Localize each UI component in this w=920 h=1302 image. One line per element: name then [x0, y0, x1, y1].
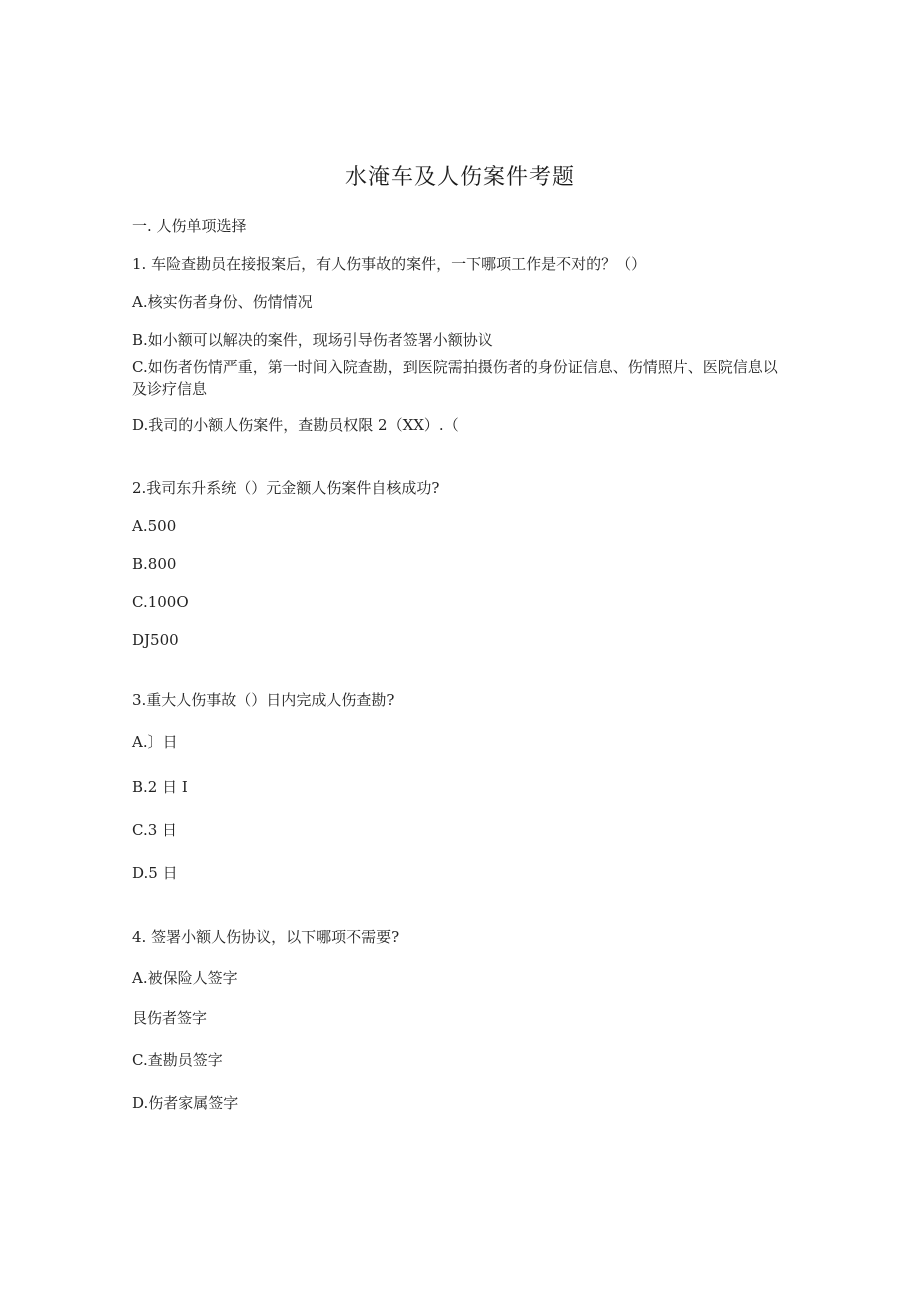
question-1-option-b: B.如小额可以解决的案件，现场引导伤者签署小额协议	[132, 331, 493, 349]
question-4-option-a: A.被保险人签字	[132, 969, 238, 987]
question-3-option-a: A.〕日	[132, 733, 178, 751]
question-1-option-c: C.如伤者伤情严重，第一时间入院查勘，到医院需拍摄伤者的身份证信息、伤情照片、医院信息以及诊疗信息	[132, 358, 778, 398]
question-4-option-d: D.伤者家属签字	[132, 1094, 239, 1112]
question-3-option-d: D.5 日	[132, 864, 178, 882]
question-1-option-d: D.我司的小额人伤案件，查勘员权限 2（XX）.（	[132, 416, 459, 434]
question-2-option-b: B.800	[132, 555, 177, 573]
question-4-option-b: 艮伤者签字	[132, 1009, 208, 1027]
question-4-stem: 4. 签署小额人伤协议，以下哪项不需要?	[132, 928, 400, 946]
section-heading: 一. 人伤单项选择	[132, 217, 247, 235]
question-3-option-b: B.2 日 I	[132, 778, 188, 796]
question-2-option-a: A.500	[132, 517, 177, 535]
question-2-option-d: DJ500	[132, 631, 179, 649]
question-2-option-c: C.100O	[132, 593, 189, 611]
question-3-option-c: C.3 日	[132, 821, 178, 839]
question-3-stem: 3.重大人伤事故（）日内完成人伤查勘?	[132, 691, 395, 709]
question-1-stem: 1. 车险查勘员在接报案后，有人伤事故的案件，一下哪项工作是不对的？（）	[132, 255, 647, 273]
question-1-option-a: A.核实伤者身份、伤情情况	[132, 293, 313, 311]
question-2-stem: 2.我司东升系统（）元金额人伤案件自核成功?	[132, 479, 440, 497]
page-title: 水淹车及人伤案件考题	[344, 165, 575, 190]
question-4-option-c: C.查勘员签字	[132, 1051, 223, 1069]
